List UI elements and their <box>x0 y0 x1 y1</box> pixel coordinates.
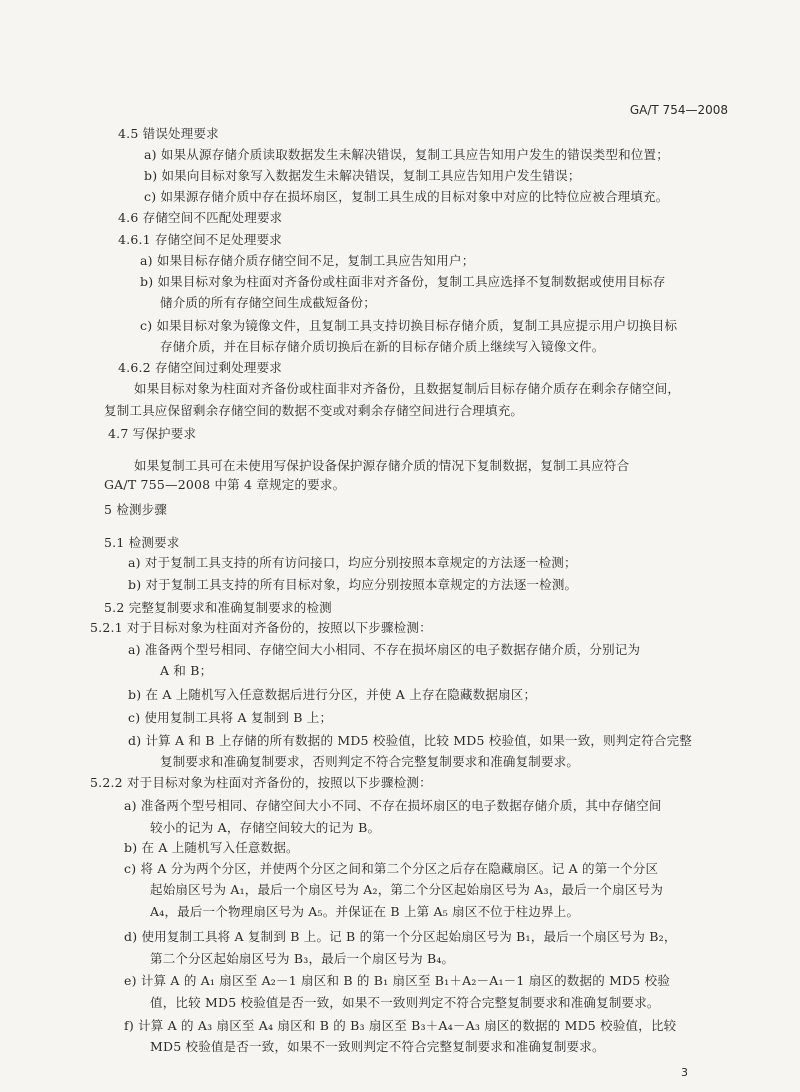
text-line: 5.2.2 对于目标对象为柱面对齐备份的，按照以下步骤检测： <box>90 775 432 790</box>
text-line: a) 对于复制工具支持的所有访问接口，均应分别按照本章规定的方法逐一检测； <box>128 555 577 570</box>
text-line: 4.6 存储空间不匹配处理要求 <box>118 210 283 225</box>
text-line: 5 检测步骤 <box>104 502 168 517</box>
text-line: 复制要求和准确复制要求，否则判定不符合完整复制要求和准确复制要求。 <box>160 754 580 769</box>
text-line: 第二个分区起始扇区号为 B₃，最后一个扇区号为 B₄。 <box>150 951 455 966</box>
text-line: c) 如果目标对象为镜像文件，且复制工具支持切换目标存储介质，复制工具应提示用户切换目标 <box>140 318 678 333</box>
text-line: 储介质的所有存储空间生成截短备份； <box>160 295 376 310</box>
text-line: 如果目标对象为柱面对齐备份或柱面非对齐备份，且数据复制后目标存储介质存在剩余存储空间， <box>134 381 681 396</box>
text-line: 如果复制工具可在未使用写保护设备保护源存储介质的情况下复制数据，复制工具应符合 <box>134 458 630 473</box>
text-line: A 和 B； <box>160 663 213 678</box>
text-line: 4.5 错误处理要求 <box>118 126 219 141</box>
text-line: b) 在 A 上随机写入任意数据。 <box>124 840 299 855</box>
text-line: 4.6.1 存储空间不足处理要求 <box>118 232 282 247</box>
text-line: d) 使用复制工具将 A 复制到 B 上。记 B 的第一个分区起始扇区号为 B₁，最后一个扇区号为 B₂， <box>124 929 677 944</box>
text-line: 5.2 完整复制要求和准确复制要求的检测 <box>104 600 332 615</box>
text-line: c) 使用复制工具将 A 复制到 B 上； <box>128 710 333 725</box>
text-line: 较小的记为 A，存储空间较大的记为 B。 <box>150 820 381 835</box>
text-line: a) 准备两个型号相同、存储空间大小不同、不存在损坏扇区的电子数据存储介质，其中存储空间 <box>124 798 662 813</box>
text-line: b) 如果向目标对象写入数据发生未解决错误，复制工具应告知用户发生错误； <box>144 168 581 183</box>
text-line: 5.2.1 对于目标对象为柱面对齐备份的，按照以下步骤检测： <box>90 620 432 635</box>
text-line: MD5 校验值是否一致，如果不一致则判定不符合完整复制要求和准确复制要求。 <box>150 1039 605 1054</box>
text-line: b) 如果目标对象为柱面对齐备份或柱面非对齐备份，复制工具应选择不复制数据或使用目标存 <box>140 274 666 289</box>
text-line: b) 对于复制工具支持的所有目标对象，均应分别按照本章规定的方法逐一检测。 <box>128 577 578 592</box>
text-line: 5.1 检测要求 <box>104 535 180 550</box>
text-line: 复制工具应保留剩余存储空间的数据不变或对剩余存储空间进行合理填充。 <box>104 403 524 418</box>
text-line: b) 在 A 上随机写入任意数据后进行分区，并使 A 上存在隐藏数据扇区； <box>128 687 537 702</box>
text-line: 存储介质，并在目标存储介质切换后在新的目标存储介质上继续写入镜像文件。 <box>160 339 605 354</box>
text-line: c) 如果源存储介质中存在损坏扇区，复制工具生成的目标对象中对应的比特位应被合理填充。 <box>144 189 669 204</box>
text-line: 4.7 写保护要求 <box>108 426 197 441</box>
text-line: e) 计算 A 的 A₁ 扇区至 A₂－1 扇区和 B 的 B₁ 扇区至 B₁＋A₂－A₁－1 扇区的数据的 MD5 校验 <box>124 973 671 988</box>
page-number: 3 <box>681 1066 688 1079</box>
text-line: f) 计算 A 的 A₃ 扇区至 A₄ 扇区和 B 的 B₃ 扇区至 B₃＋A₄－A₃ 扇区的数据的 MD5 校验值，比较 <box>124 1018 677 1033</box>
text-line: c) 将 A 分为两个分区，并使两个分区之间和第二个分区之后存在隐藏扇区。记 A 的第一个分区 <box>124 861 659 876</box>
standard-number: GA/T 754—2008 <box>629 103 728 117</box>
text-line: a) 如果目标存储介质存储空间不足，复制工具应告知用户； <box>140 253 475 268</box>
text-line: 起始扇区号为 A₁，最后一个扇区号为 A₂，第二个分区起始扇区号为 A₃，最后一个扇区号为 <box>150 882 664 897</box>
text-line: 4.6.2 存储空间过剩处理要求 <box>118 360 282 375</box>
text-line: a) 准备两个型号相同、存储空间大小相同、不存在损坏扇区的电子数据存储介质，分别记为 <box>128 642 641 657</box>
text-line: a) 如果从源存储介质读取数据发生未解决错误，复制工具应告知用户发生的错误类型和位置； <box>144 147 669 162</box>
text-line: d) 计算 A 和 B 上存储的所有数据的 MD5 校验值，比较 MD5 校验值，如果一致，则判定符合完整 <box>128 733 693 748</box>
text-line: A₄，最后一个物理扇区号为 A₅。并保证在 B 上第 A₅ 扇区不位于柱边界上。 <box>150 904 580 919</box>
text-line: GA/T 755—2008 中第 4 章规定的要求。 <box>104 477 346 492</box>
text-line: 值，比较 MD5 校验值是否一致，如果不一致则判定不符合完整复制要求和准确复制要求。 <box>150 995 660 1010</box>
